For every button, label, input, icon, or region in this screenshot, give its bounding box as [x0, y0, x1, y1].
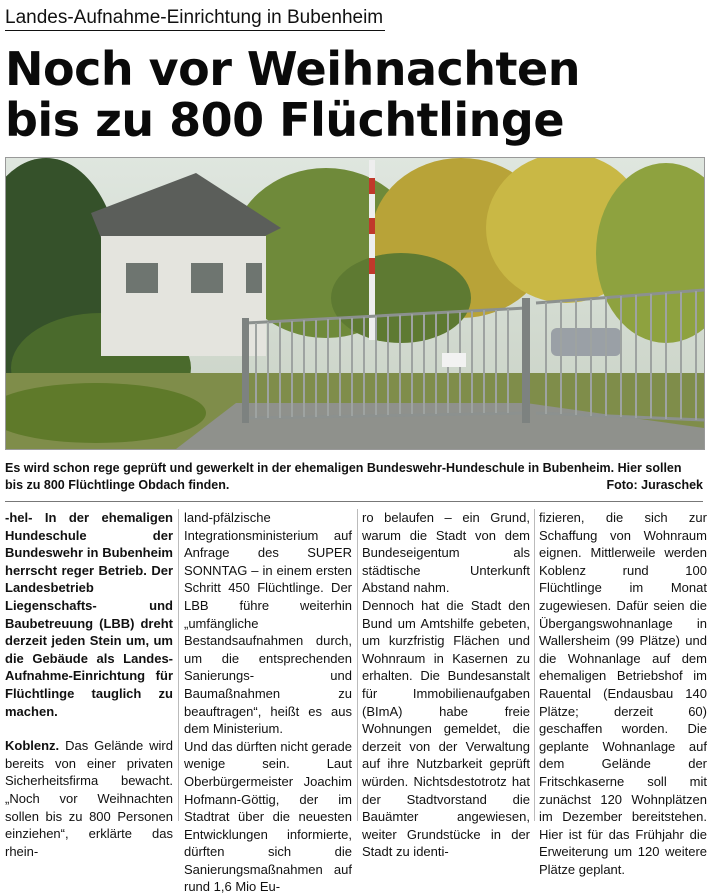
body-paragraph: fizieren, die sich zur Schaffung von Wohnraum eignen. Mittlerweile werden Koblenz rund 100 Flüchtlinge im Monat zugewiesen. Dafür seien die Übergangswohnanlage in Wallersheim (99 Plätze) und die Wohnanlage auf dem ehemaligen Betriebshof im Rauental (Endausbau 140 Plätze; derzeit 60) geschaffen worden. Die geplante Wohnanlage auf dem Gelände der Fritschkaserne soll mit zunächst 120 Wohnplätzen im Dezember bereitstehen. Hier ist für das Frühjahr die Erweiterung um 120 weitere Plätze geplant.	[539, 510, 707, 877]
body-paragraph	[5, 737, 173, 860]
photo-caption	[5, 460, 703, 494]
body-paragraph: ro belaufen – ein Grund, warum die Stadt von dem Bundeseigentum als städtische Unterkunft Abstand nahm.	[362, 510, 530, 596]
photo-credit: Foto: Juraschek	[606, 478, 703, 492]
lead-paragraph: -hel- In der ehemaligen Hundeschule der Bundeswehr in Bubenheim herrscht reger Betrieb. Der Landesbetrieb Liegenschafts- und Baubetreuung (LBB) dreht derzeit jeden Stein um, um die Gebäude als Landes-Aufnahme-Einrichtung für Flüchtlinge tauglich zu machen.	[5, 510, 173, 719]
text-column-4	[539, 509, 707, 878]
column-divider	[534, 509, 535, 821]
text-column-1	[5, 509, 173, 860]
text-column-3	[362, 509, 530, 861]
article-kicker: Landes-Aufnahme-Einrichtung in Bubenheim	[5, 6, 385, 31]
dateline: Koblenz.	[5, 738, 60, 754]
body-paragraph: Und das dürften nicht gerade wenige sein. Laut Oberbürgermeister Joachim Hofmann-Göttig, der im Stadtrat über die neuesten Entwicklungen informierte, dürften sich die Sanierungsmaßnahmen auf rund 1,6 Mio Eu-	[184, 738, 352, 895]
headline-line-1: Noch vor Weihnachten	[5, 42, 580, 96]
body-text: Das Gelände wird bereits von einer privaten Sicherheitsfirma bewacht. „Noch vor Weihnachten sollen bis zu 800 Personen einziehen“, erklärte das rhein-	[5, 738, 173, 859]
headline-line-2: bis zu 800 Flüchtlinge	[5, 93, 565, 147]
article-photo	[5, 157, 705, 450]
column-divider	[178, 509, 179, 821]
body-paragraph: land-pfälzische Integrationsministerium auf Anfrage des SUPER SONNTAG – in einem ersten Schritt 450 Flüchtlinge. Der LBB führe weiterhin „umfängliche Bestandsaufnahmen durch, um die entsprechenden Sanierungs- und Baumaßnahmen zu beauftragen“, heißt es aus dem Ministerium.	[184, 510, 352, 737]
text-column-2	[184, 509, 352, 896]
article-headline	[5, 44, 705, 146]
column-divider	[357, 509, 358, 821]
caption-text: Es wird schon rege geprüft und gewerkelt in der ehemaligen Bundeswehr-Hundeschule in Bubenheim. Hier sollen bis zu 800 Flüchtlinge Obdach finden.	[5, 461, 682, 492]
caption-divider	[5, 501, 703, 502]
body-paragraph: Dennoch hat die Stadt den Bund um Amtshilfe gebeten, um kurzfristig Flächen und Wohnraum in Kasernen zu erhalten. Die Bundesanstalt für Immobilienaufgaben (BImA) habe freie Wohnungen gemeldet, die derzeit von der Verwaltung auf ihre Nutzbarkeit geprüft würden. Nichtsdestotrotz hat der Stadtvorstand die Bauämter angewiesen, weiter Grundstücke in der Stadt zu identi-	[362, 597, 530, 860]
